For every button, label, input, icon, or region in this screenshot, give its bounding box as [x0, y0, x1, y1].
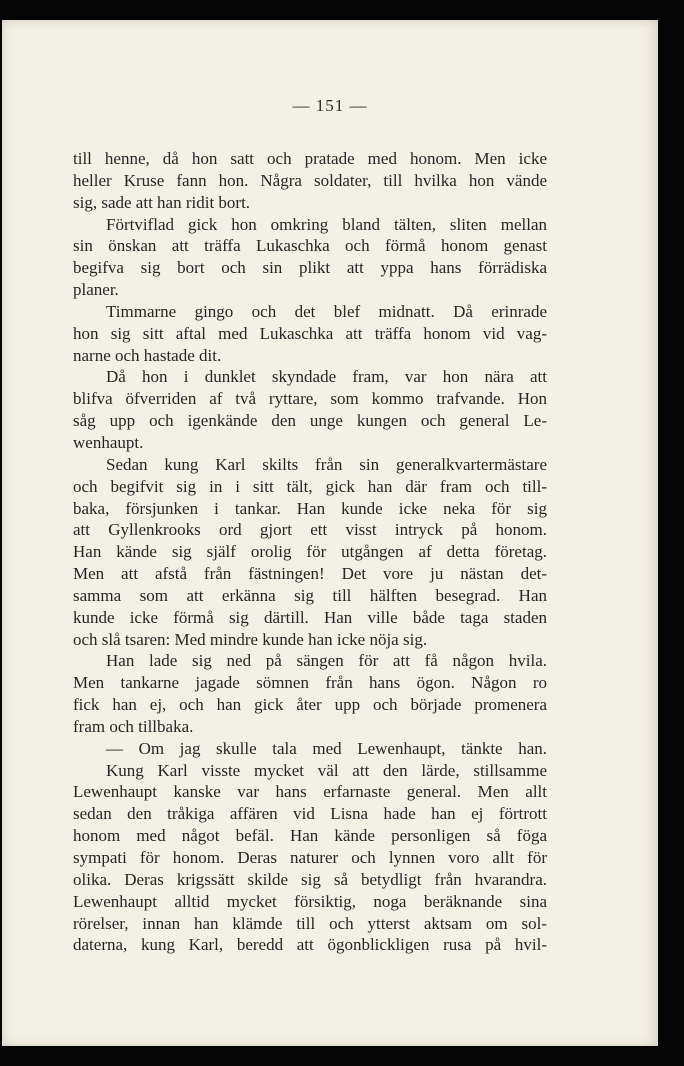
page-number: — 151 —	[292, 96, 368, 115]
text-line: begifva sig bort och sin plikt att yppa hans förrädiska	[73, 258, 547, 278]
text-line: sin önskan att träffa Lukaschka och förmå honom genast	[73, 236, 547, 256]
body-text	[73, 148, 547, 956]
text-line: Sedan kung Karl skilts från sin generalkvartermästare	[106, 454, 547, 474]
text-line: Då hon i dunklet skyndade fram, var hon nära att	[106, 367, 547, 387]
text-line: Lewenhaupt alltid mycket försiktig, noga beräknande sina	[73, 891, 547, 911]
text-line: och begifvit sig in i sitt tält, gick han där fram och till-	[73, 476, 547, 496]
text-line: heller Kruse fann hon. Några soldater, till hvilka hon vände	[73, 170, 547, 190]
text-line: till henne, då hon satt och pratade med honom. Men icke	[73, 149, 547, 168]
text-line: honom med något befäl. Han kände personligen så föga	[73, 826, 547, 846]
text-line: Men att afstå från fästningen! Det vore ju nästan det-	[73, 564, 547, 584]
text-line: sedan den tråkiga affären vid Lisna hade han ej förtrott	[73, 804, 547, 824]
text-line: rörelser, innan han klämde till och ytterst aktsam om sol-	[73, 913, 547, 933]
text-line: wenhaupt.	[73, 432, 144, 452]
text-line: daterna, kung Karl, beredd att ögonblickligen rusa på hvil-	[73, 935, 547, 955]
text-line: Lewenhaupt kanske var hans erfarnaste general. Men allt	[73, 782, 547, 802]
text-line: kunde icke förmå sig därtill. Han ville både taga staden	[73, 607, 547, 627]
text-line: Han kände sig själf orolig för utgången af detta företag.	[73, 542, 547, 562]
text-line: och slå tsaren: Med mindre kunde han icke nöja sig.	[73, 629, 428, 649]
text-line: Han lade sig ned på sängen för att få någon hvila.	[106, 651, 547, 671]
text-line: Förtviflad gick hon omkring bland tälten, sliten mellan	[106, 214, 547, 234]
text-line: hon sig sitt aftal med Lukaschka att träffa honom vid vag-	[73, 323, 547, 343]
text-line: Kung Karl visste mycket väl att den lärde, stillsamme	[106, 760, 547, 780]
text-line: sig, sade att han ridit bort.	[73, 192, 251, 212]
text-line: sympati för honom. Deras naturer och lynnen voro allt för	[73, 848, 547, 867]
text-line: blifva öfverriden af två ryttare, som kommo trafvande. Hon	[73, 389, 547, 409]
text-line: såg upp och igenkände den unge kungen och general Le-	[73, 411, 547, 431]
text-line: — Om jag skulle tala med Lewenhaupt, tänkte han.	[106, 738, 547, 758]
book-page	[2, 20, 658, 1046]
text-line: baka, försjunken i tankar. Han kunde icke neka för sig	[73, 498, 547, 518]
text-line: fram och tillbaka.	[73, 716, 194, 736]
text-line: olika. Deras krigssätt skilde sig så betydligt från hvarandra.	[73, 869, 547, 889]
text-line: att Gyllenkrooks ord gjort ett visst intryck på honom.	[73, 520, 547, 540]
text-line: narne och hastade dit.	[73, 345, 222, 365]
text-line: fick han ej, och han gick åter upp och började promenera	[73, 695, 547, 715]
text-line: Timmarne gingo och det blef midnatt. Då erinrade	[106, 301, 547, 321]
text-line: planer.	[73, 280, 119, 300]
text-line: Men tankarne jagade sömnen från hans ögon. Någon ro	[73, 673, 547, 693]
text-line: samma som att erkänna sig till hälften besegrad. Han	[73, 585, 547, 605]
